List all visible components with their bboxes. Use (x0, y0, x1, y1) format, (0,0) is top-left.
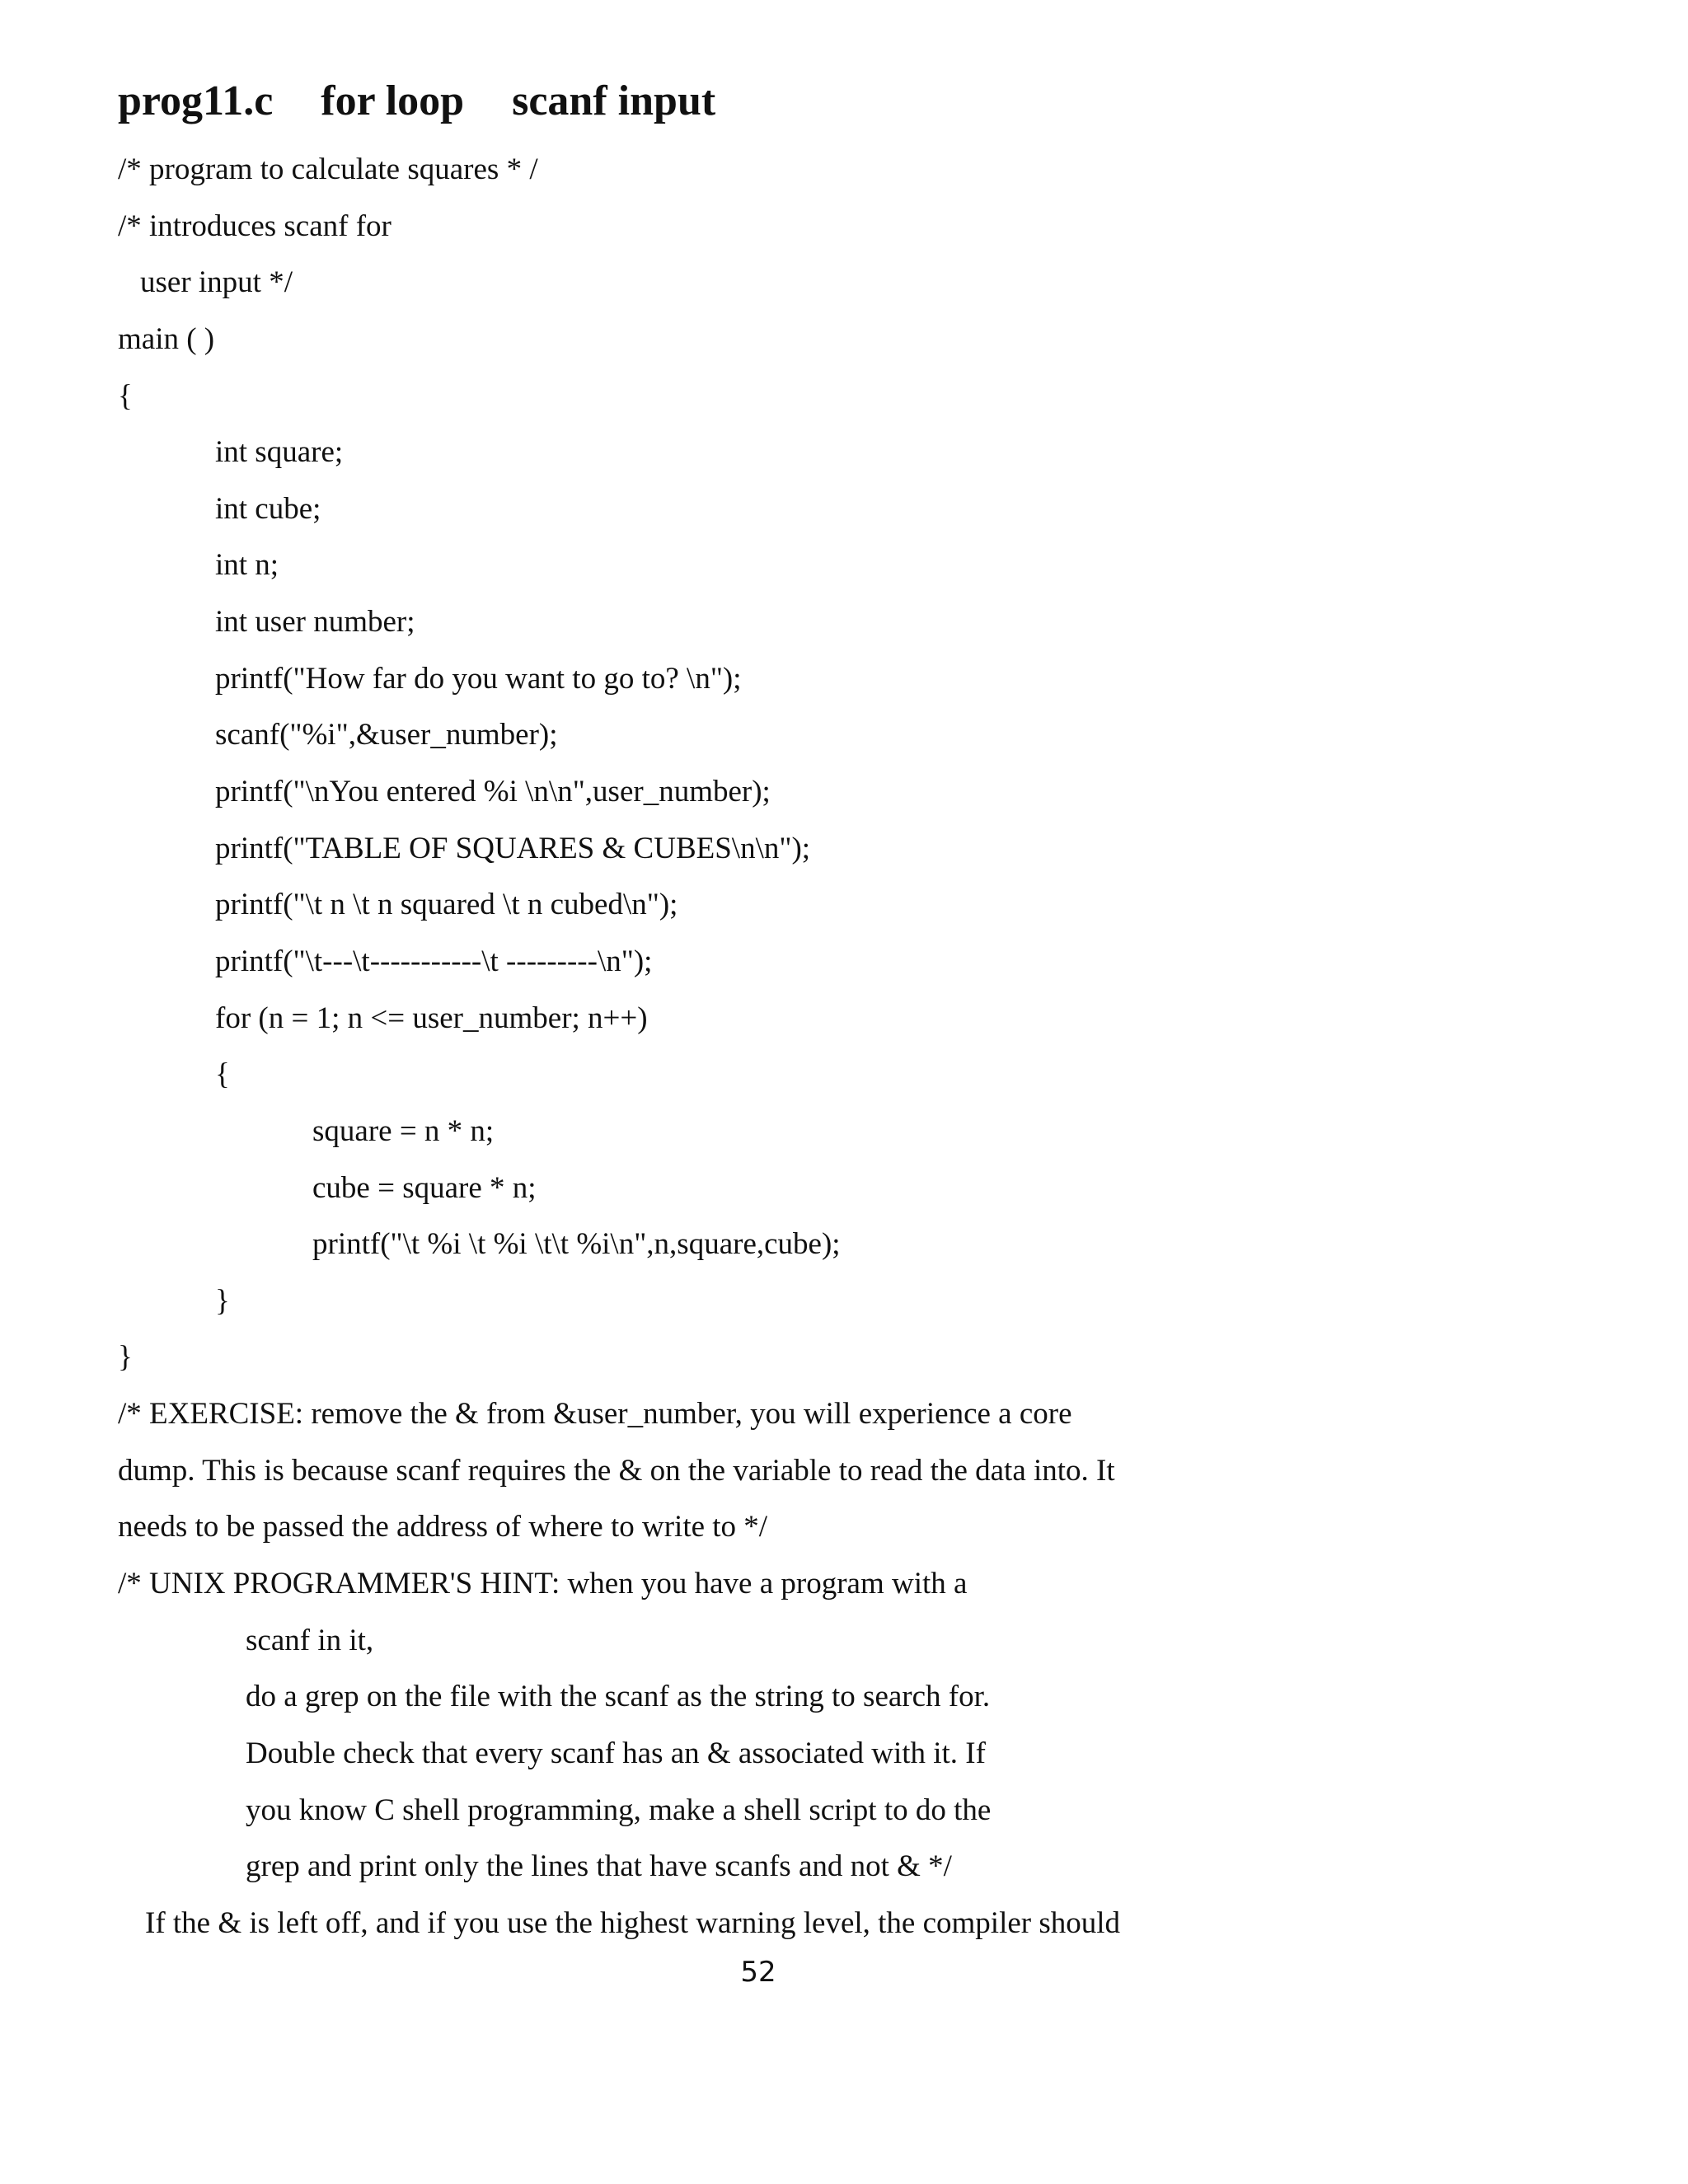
code-line: { (118, 378, 133, 413)
comment-line: grep and print only the lines that have scanfs and not & */ (246, 1849, 952, 1884)
code-line: /* introduces scanf for (118, 209, 392, 243)
comment-line: dump. This is because scanf requires the & on the variable to read the data into. It (118, 1453, 1115, 1488)
code-line: } (215, 1283, 230, 1318)
code-line: /* program to calculate squares * / (118, 152, 538, 186)
code-line: printf("\nYou entered %i \n\n",user_number); (215, 775, 771, 809)
code-listing (118, 142, 1120, 1952)
comment-line: /* EXERCISE: remove the & from &user_number, you will experience a core (118, 1397, 1072, 1432)
comment-line: needs to be passed the address of where to write to */ (118, 1510, 768, 1544)
comment-line: do a grep on the file with the scanf as the string to search for. (246, 1680, 991, 1714)
comment-line: you know C shell programming, make a shell script to do the (246, 1793, 992, 1827)
code-line: cube = square * n; (312, 1170, 537, 1205)
page-title (118, 73, 715, 130)
code-line: printf("\t %i \t %i \t\t %i\n",n,square,cube); (312, 1227, 841, 1262)
code-line: int square; (215, 435, 344, 470)
code-line: } (118, 1340, 133, 1375)
title-topic-loop: for loop (321, 77, 465, 124)
code-line: for (n = 1; n <= user_number; n++) (215, 1001, 648, 1035)
code-line: user input */ (140, 265, 293, 300)
code-line: printf("TABLE OF SQUARES & CUBES\n\n"); (215, 831, 811, 865)
page-number: 52 (740, 1956, 776, 1989)
code-line: int user number; (215, 605, 415, 640)
code-line: printf("\t n \t n squared \t n cubed\n"); (215, 888, 678, 922)
code-line: printf("\t---\t-----------\t ---------\n"); (215, 944, 653, 978)
code-line: int n; (215, 548, 279, 583)
title-filename: prog11.c (118, 77, 274, 124)
code-line: scanf("%i",&user_number); (215, 718, 558, 752)
code-line: main ( ) (118, 321, 215, 356)
code-line: square = n * n; (312, 1113, 495, 1148)
code-line: int cube; (215, 491, 321, 526)
comment-line: /* UNIX PROGRAMMER'S HINT: when you have a program with a (118, 1567, 968, 1601)
title-topic-input: scanf input (512, 77, 716, 124)
comment-line: Double check that every scanf has an & associated with it. If (246, 1736, 986, 1770)
comment-line: scanf in it, (246, 1623, 374, 1657)
body-text-line: If the & is left off, and if you use the highest warning level, the compiler should (145, 1905, 1121, 1940)
code-line: printf("How far do you want to go to? \n"); (215, 661, 742, 696)
code-line: { (215, 1057, 230, 1092)
